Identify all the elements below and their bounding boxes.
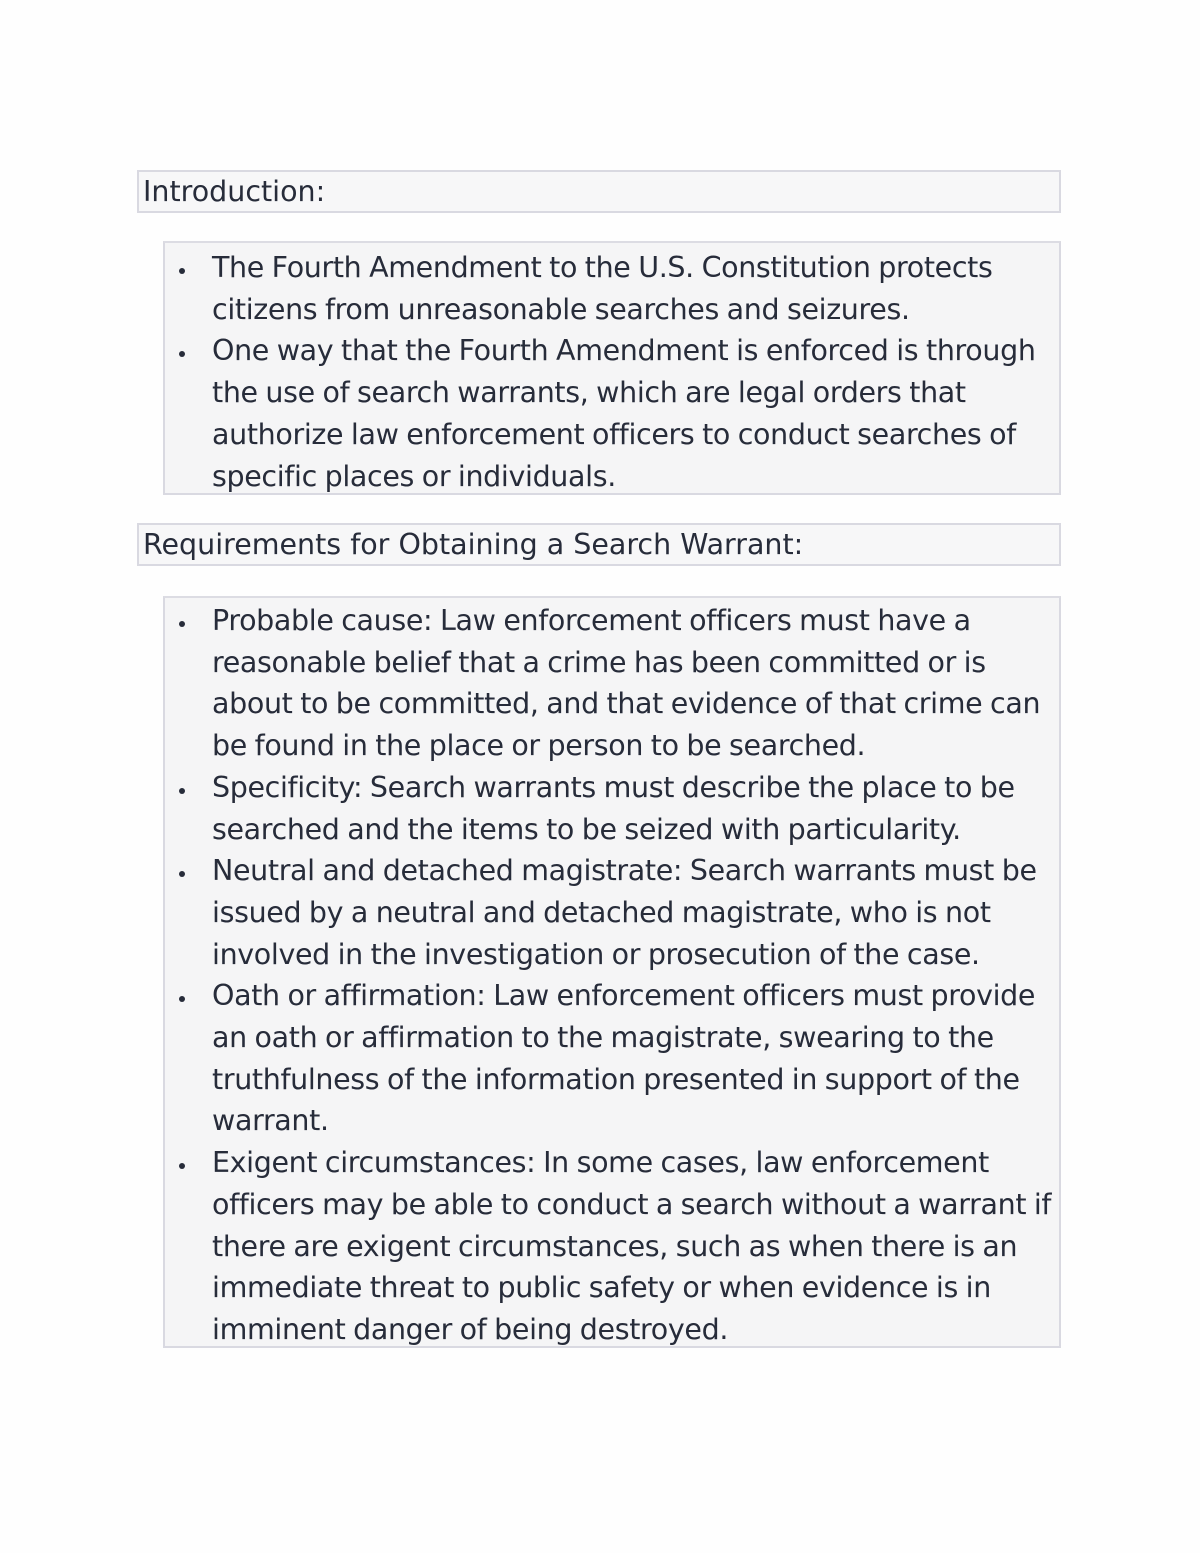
list-item: The Fourth Amendment to the U.S. Constitution protects citizens from unreasonable searches and seizures.: [165, 247, 1059, 330]
introduction-list: [163, 241, 1061, 495]
list-item: One way that the Fourth Amendment is enforced is through the use of search warrants, which are legal orders that authorize law enforcement officers to conduct searches of specific places or individuals.: [165, 330, 1059, 497]
list-item: Oath or affirmation: Law enforcement officers must provide an oath or affirmation to the magistrate, swearing to the truthfulness of the information presented in support of the warrant.: [165, 975, 1059, 1142]
requirements-list: [163, 596, 1061, 1348]
list-item: Specificity: Search warrants must describe the place to be searched and the items to be seized with particularity.: [165, 767, 1059, 850]
requirements-heading: Requirements for Obtaining a Search Warrant:: [137, 523, 1061, 566]
introduction-heading: Introduction:: [137, 170, 1061, 213]
list-item: Neutral and detached magistrate: Search warrants must be issued by a neutral and detached magistrate, who is not involved in the investigation or prosecution of the case.: [165, 850, 1059, 975]
list-item: Probable cause: Law enforcement officers must have a reasonable belief that a crime has been committed or is about to be committed, and that evidence of that crime can be found in the place or person to be searched.: [165, 600, 1059, 767]
list-item: Exigent circumstances: In some cases, law enforcement officers may be able to conduct a search without a warrant if there are exigent circumstances, such as when there is an immediate threat to public safety or when evidence is in imminent danger of being destroyed.: [165, 1142, 1059, 1351]
